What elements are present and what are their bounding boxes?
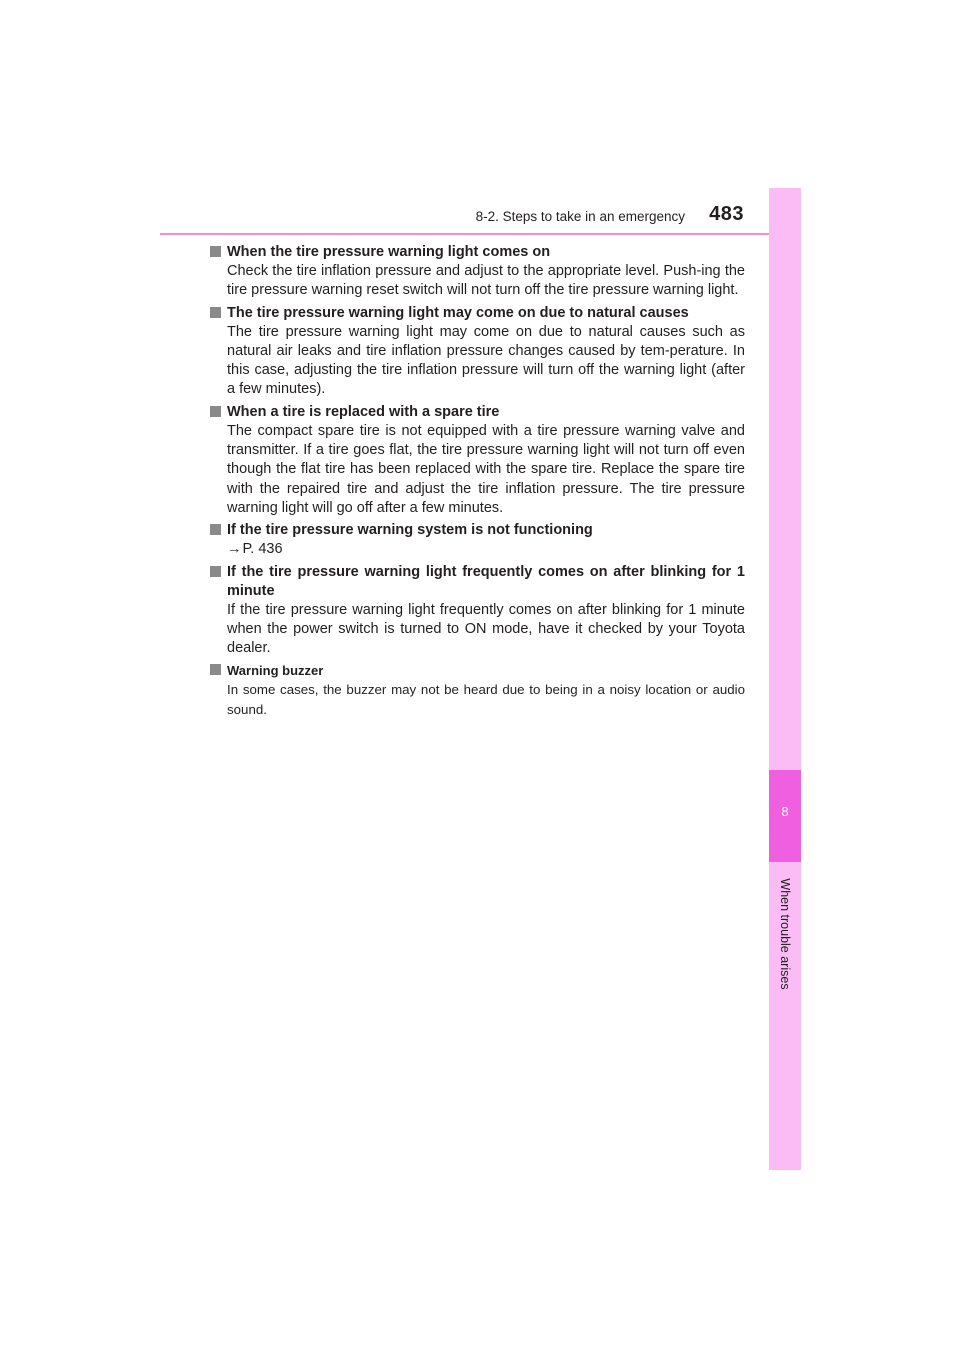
info-item	[210, 661, 745, 719]
item-text: Check the tire inflation pressure and adjust to the appropriate level. Push-ing the tire pressure warning reset switch will not turn off the tire pressure warning light.	[227, 263, 745, 299]
section-title: 8-2. Steps to take in an emergency	[475, 209, 685, 224]
item-heading: When the tire pressure warning light comes on	[227, 244, 551, 260]
square-bullet-icon	[210, 307, 221, 318]
square-bullet-icon	[210, 246, 221, 257]
square-bullet-icon	[210, 524, 221, 535]
chapter-side-tab	[769, 188, 801, 1170]
page-content	[210, 243, 745, 722]
item-heading: When a tire is replaced with a spare tire	[227, 403, 500, 420]
chapter-number: 8	[781, 804, 789, 819]
item-heading: Warning buzzer	[227, 663, 324, 679]
chapter-number-box	[769, 770, 801, 862]
info-item	[210, 304, 745, 400]
item-text: The compact spare tire is not equipped with a tire pressure warning valve and transmitter. If a tire goes flat, the tire pressure warning light will not turn off even though the flat tire has been replaced with the spare tire. Replace the spare tire with the repaired tire and adjust the tire inflation pressure. The tire pressure warning light will go off after a few minutes.	[227, 422, 745, 516]
item-heading: The tire pressure warning light may come on due to natural causes	[227, 304, 689, 321]
item-text: The tire pressure warning light may come on due to natural causes such as natural air leaks and tire inflation pressure changes caused by tem-perature. In this case, adjusting the tire inflation pressure will turn off the warning light (after a few minutes).	[227, 323, 745, 398]
item-heading: If the tire pressure warning system is not functioning	[227, 522, 593, 539]
square-bullet-icon	[210, 406, 221, 417]
info-item	[210, 563, 745, 659]
info-item	[210, 521, 745, 559]
item-text: If the tire pressure warning light frequently comes on after blinking for 1 minute when the power switch is turned to ON mode, have it checked by your Toyota dealer.	[227, 601, 745, 657]
square-bullet-icon	[210, 566, 221, 577]
page-number: 483	[709, 203, 744, 225]
info-item	[210, 243, 745, 301]
item-heading: If the tire pressure warning light frequently comes on after blinking for 1 minute	[227, 563, 745, 599]
item-text: In some cases, the buzzer may not be heard due to being in a noisy location or audio sound.	[227, 682, 745, 717]
info-item	[210, 403, 745, 518]
page-header	[160, 203, 800, 234]
square-bullet-icon	[210, 664, 221, 675]
chapter-title: When trouble arises	[778, 878, 792, 990]
header-rule	[160, 233, 800, 235]
arrow-right-icon: →	[227, 541, 242, 558]
page-reference-text[interactable]: P. 436	[242, 541, 283, 558]
page-reference[interactable]	[227, 540, 745, 559]
